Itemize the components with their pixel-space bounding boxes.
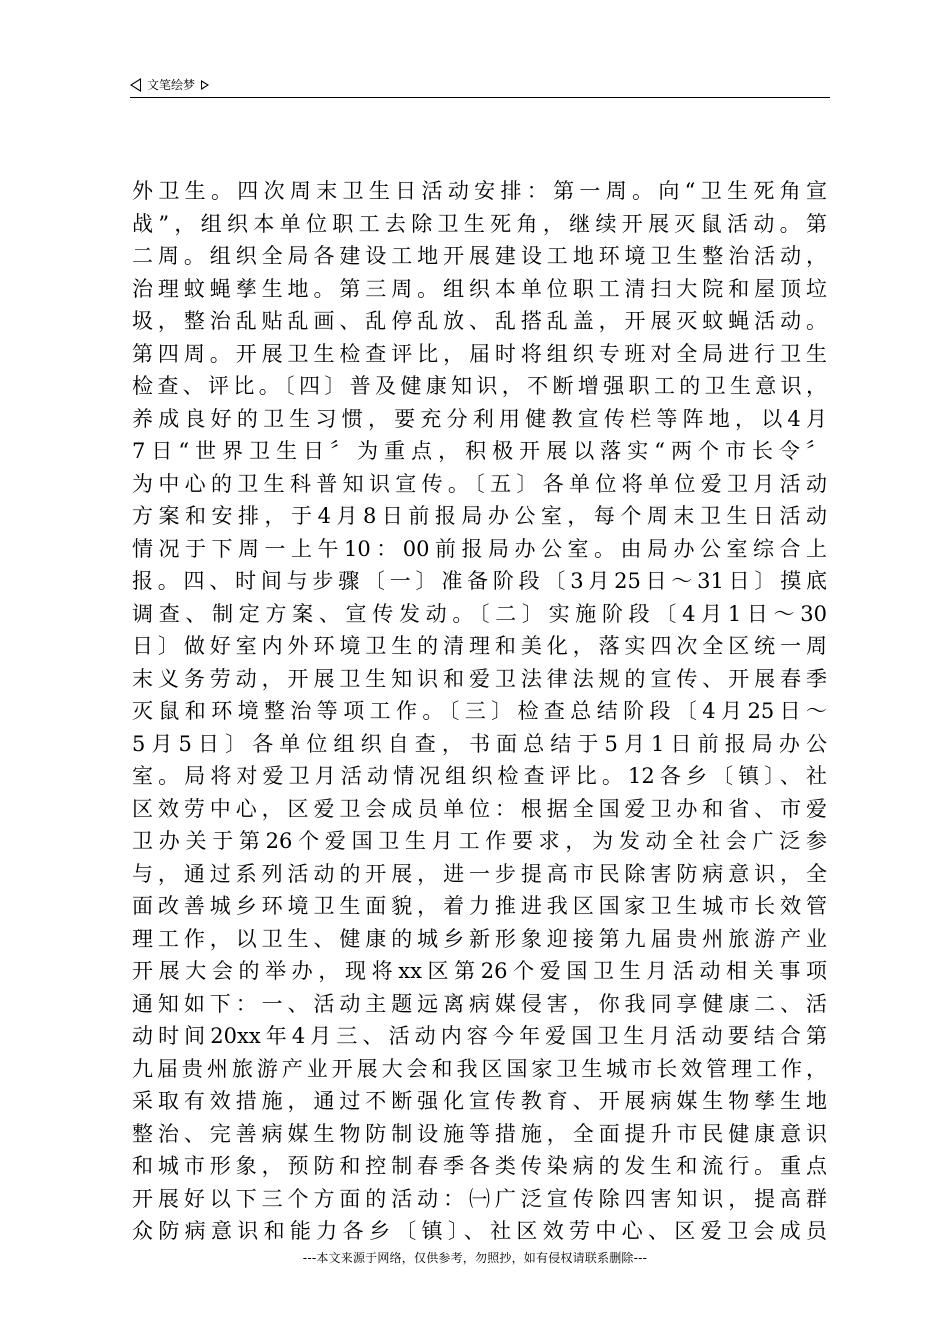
body-line: 众防病意识和能力各乡〔镇〕、社区效劳中心、区爱卫会成员 xyxy=(132,1219,827,1243)
body-line: 报。四、时间与步骤〔一〕准备阶段〔3月25日～31日〕摸底 xyxy=(132,569,827,593)
body-line: 面改善城乡环境卫生面貌，着力推进我区国家卫生城市长效管 xyxy=(132,894,827,918)
body-line: 灭鼠和环境整治等项工作。〔三〕检查总结阶段〔4月25日～ xyxy=(132,699,827,723)
body-line: 与，通过系列活动的开展，进一步提高市民除害防病意识，全 xyxy=(132,861,827,886)
header-divider xyxy=(130,97,830,98)
body-line: 开展好以下三个方面的活动：㈠广泛宣传除四害知识，提高群 xyxy=(132,1186,827,1211)
body-line: 调查、制定方案、宣传发动。〔二〕实施阶段〔4月1日～30 xyxy=(132,601,827,626)
body-line: 区效劳中心，区爱卫会成员单位：根据全国爱卫办和省、市爱 xyxy=(132,796,827,821)
body-line: 采取有效措施，通过不断强化宣传教育、开展病媒生物孳生地 xyxy=(132,1089,827,1113)
body-line: 和城市形象，预防和控制春季各类传染病的发生和流行。重点 xyxy=(132,1154,827,1178)
body-line: 7日“世界卫生日〞为重点，积极开展以落实“两个市长令〞 xyxy=(132,439,827,463)
body-line: 动时间20xx年4月三、活动内容今年爱国卫生月活动要结合第 xyxy=(132,1024,827,1048)
body-line: 情况于下周一上午10：00前报局办公室。由局办公室综合上 xyxy=(132,536,827,561)
body-line: 外卫生。四次周末卫生日活动安排：第一周。向“卫生死角宣 xyxy=(132,179,827,203)
page-header xyxy=(130,74,830,98)
header-brand xyxy=(130,76,209,93)
triangle-left-icon xyxy=(130,78,141,92)
triangle-right-icon xyxy=(201,80,209,90)
body-line: 养成良好的卫生习惯，要充分利用健教宣传栏等阵地，以4月 xyxy=(132,406,827,431)
body-line: 第四周。开展卫生检查评比，届时将组织专班对全局进行卫生 xyxy=(132,341,827,366)
body-line: 方案和安排，于4月8日前报局办公室，每个周末卫生日活动 xyxy=(132,504,827,528)
body-line: 5月5日〕各单位组织自查，书面总结于5月1日前报局办公 xyxy=(132,731,827,756)
page-footer: ---本文来源于网络，仅供参考，勿照抄，如有侵权请联系删除--- xyxy=(302,1251,648,1265)
header-title: 文笔绘梦 xyxy=(147,78,196,92)
body-line: 战”，组织本单位职工去除卫生死角，继续开展灭鼠活动。第 xyxy=(132,211,827,236)
body-line: 整治、完善病媒生物防制设施等措施，全面提升市民健康意识 xyxy=(132,1121,827,1146)
body-line: 日〕做好室内外环境卫生的清理和美化，落实四次全区统一周 xyxy=(132,634,827,658)
body-line: 九届贵州旅游产业开展大会和我区国家卫生城市长效管理工作， xyxy=(132,1056,827,1081)
body-line: 卫办关于第26个爱国卫生月工作要求，为发动全社会广泛参 xyxy=(132,829,827,853)
body-line: 治理蚊蝇孳生地。第三周。组织本单位职工清扫大院和屋顶垃 xyxy=(132,276,827,301)
body-line: 检查、评比。〔四〕普及健康知识，不断增强职工的卫生意识， xyxy=(132,374,827,398)
body-line: 二周。组织全局各建设工地开展建设工地环境卫生整治活动， xyxy=(132,244,827,268)
body-line: 为中心的卫生科普知识宣传。〔五〕各单位将单位爱卫月活动 xyxy=(132,471,827,496)
body-line: 理工作，以卫生、健康的城乡新形象迎接第九届贵州旅游产业 xyxy=(132,926,827,951)
body-line: 室。局将对爱卫月活动情况组织检查评比。12各乡〔镇〕、社 xyxy=(132,764,827,788)
body-line: 末义务劳动，开展卫生知识和爱卫法律法规的宣传、开展春季 xyxy=(132,666,827,691)
body-line: 通知如下：一、活动主题远离病媒侵害，你我同享健康二、活 xyxy=(132,991,827,1016)
body-line: 圾，整治乱贴乱画、乱停乱放、乱搭乱盖，开展灭蚊蝇活动。 xyxy=(132,309,827,333)
document-body xyxy=(132,175,827,1248)
body-line: 开展大会的举办，现将xx区第26个爱国卫生月活动相关事项 xyxy=(132,959,827,983)
